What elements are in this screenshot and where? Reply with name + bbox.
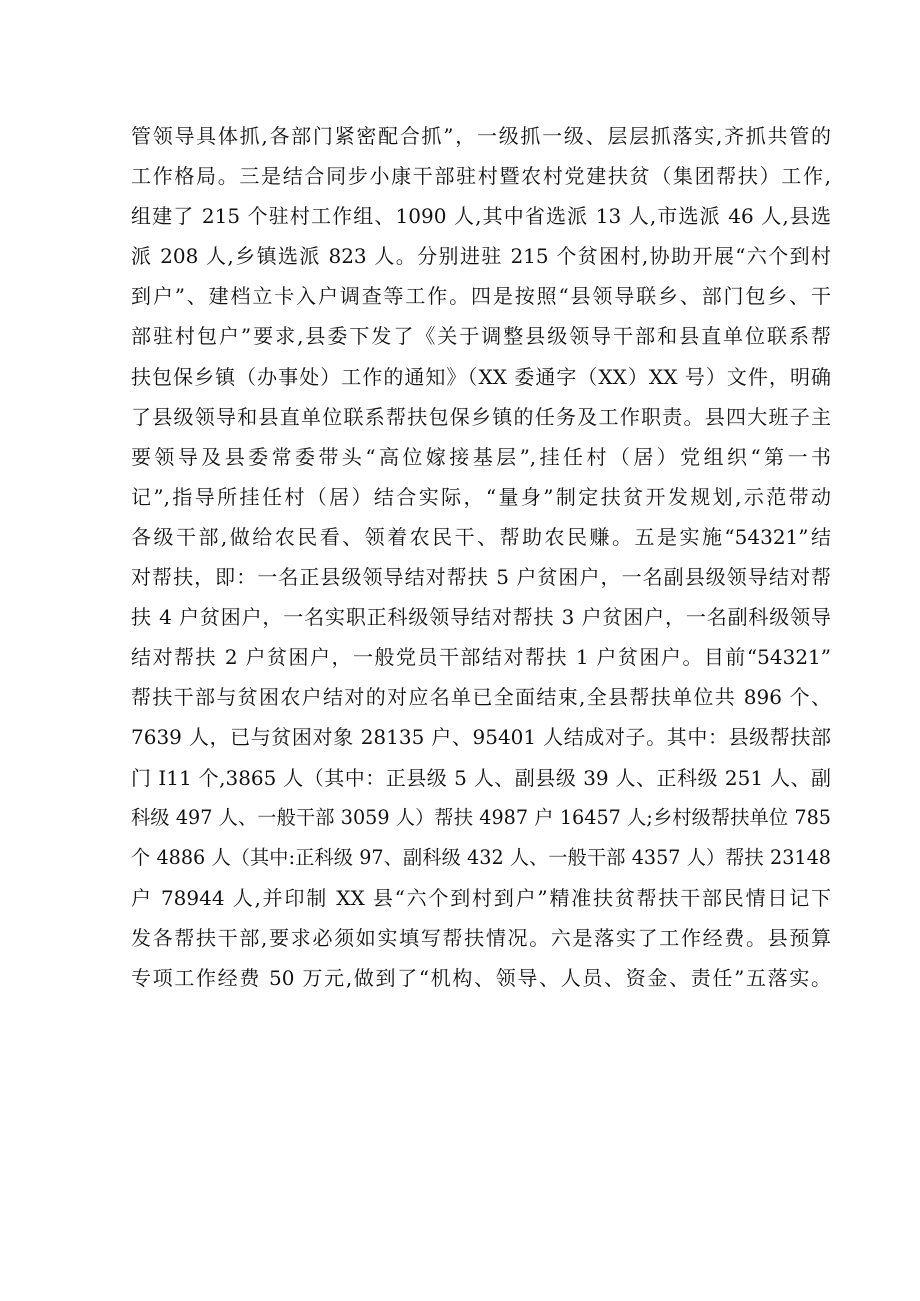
- text-line: 派 208 人,乡镇选派 823 人。分别进驻 215 个贫困村,协助开展“六个到村: [131, 244, 831, 269]
- text-line: 记”,指导所挂任村（居）结合实际，“量身”制定扶贫开发规划,示范带动: [131, 484, 831, 509]
- text-line: 结对帮扶 2 户贫困户，一般党员干部结对帮扶 1 户贫困户。目前“54321”: [131, 645, 831, 670]
- text-line: 管领导具体抓,各部门紧密配合抓”，一级抓一级、层层抓落实,齐抓共管的: [131, 124, 831, 148]
- text-line: 发各帮扶干部,要求必须如实填写帮扶情况。六是落实了工作经费。县预算: [131, 925, 831, 950]
- text-line: 个 4886 人（其中:正科级 97、副科级 432 人、一般干部 4357 人）帮扶 23148: [131, 845, 831, 869]
- text-line: 科级 497 人、一般干部 3059 人）帮扶 4987 户 16457 人;乡村级帮扶单位 785: [131, 805, 831, 829]
- text-line: 要领导及县委常委带头“高位嫁接基层”,挂任村（居）党组织“第一书: [131, 444, 831, 469]
- text-line: 户 78944 人,并印制 XX 县“六个到村到户”精准扶贫帮扶干部民情日记下: [131, 885, 831, 910]
- text-line: 7639 人，已与贫困对象 28135 户、95401 人结成对子。其中：县级帮扶部: [131, 725, 831, 750]
- text-line: 工作格局。三是结合同步小康干部驻村暨农村党建扶贫（集团帮扶）工作,: [131, 164, 831, 189]
- text-line: 门 I11 个,3865 人（其中：正县级 5 人、副县级 39 人、正科级 251 人、副: [131, 765, 831, 790]
- text-line: 扶 4 户贫困户，一名实职正科级领导结对帮扶 3 户贫困户，一名副科级领导: [131, 605, 831, 630]
- text-line: 对帮扶，即：一名正县级领导结对帮扶 5 户贫困户，一名副县级领导结对帮: [131, 565, 831, 590]
- text-line: 部驻村包户”要求,县委下发了《关于调整县级领导干部和县直单位联系帮: [131, 324, 831, 349]
- text-line: 了县级领导和县直单位联系帮扶包保乡镇的任务及工作职责。县四大班子主: [131, 404, 831, 429]
- text-line: 各级干部,做给农民看、领着农民干、帮助农民赚。五是实施“54321”结: [131, 524, 831, 549]
- text-line: 组建了 215 个驻村工作组、1090 人,其中省选派 13 人,市选派 46 人,县选: [131, 204, 831, 229]
- text-line: 帮扶干部与贫困农户结对的对应名单已全面结束,全县帮扶单位共 896 个、: [131, 685, 831, 710]
- text-line: 专项工作经费 50 万元,做到了“机构、领导、人员、资金、责任”五落实。: [131, 965, 831, 990]
- text-line: 扶包保乡镇（办事处）工作的通知》（XX 委通字（XX）XX 号）文件，明确: [131, 364, 831, 389]
- body-paragraph: [131, 116, 831, 998]
- text-line: 到户”、建档立卡入户调查等工作。四是按照“县领导联乡、部门包乡、干: [131, 284, 831, 309]
